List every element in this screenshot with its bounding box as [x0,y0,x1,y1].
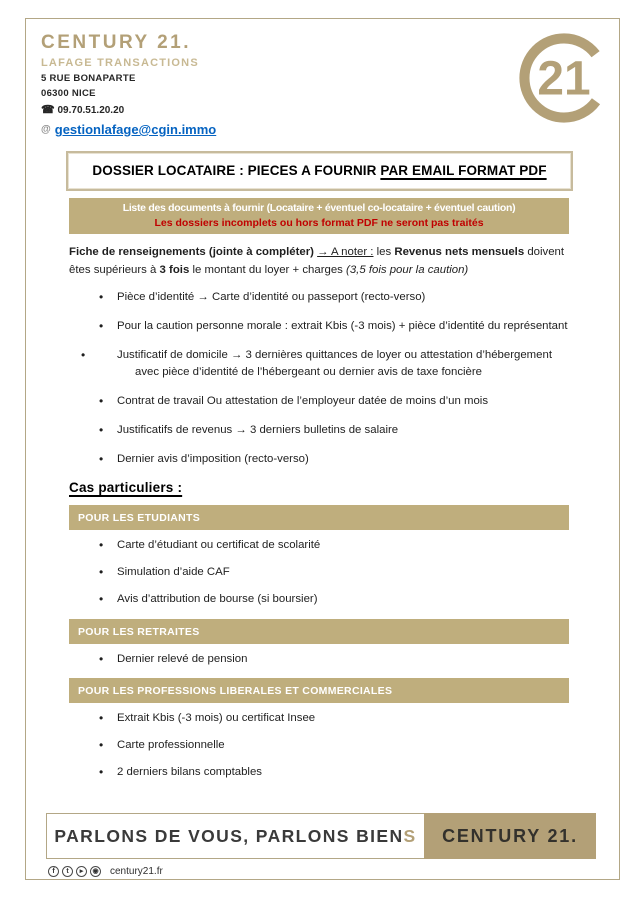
intro-run-2: → A noter : [317,246,374,258]
list-item: • Dernier relevé de pension [96,651,579,668]
address-line-1: 5 RUE BONAPARTE [41,73,136,84]
list-item: • Justificatifs de revenus → 3 derniers bulletins de salaire [96,422,579,439]
intro-run-7: le montant du loyer + charges [189,264,347,277]
document-title-underlined: PAR EMAIL FORMAT PDF [380,163,547,178]
intro-run-8: (3,5 fois pour la caution) [346,264,469,277]
agency-name: LAFAGE TRANSACTIONS [41,57,199,69]
facebook-icon[interactable]: f [48,866,59,877]
seal-number: 21 [537,52,591,106]
intro-paragraph [69,243,574,280]
intro-run-6: 3 fois [159,264,190,277]
list-item: • Simulation d’aide CAF [96,564,579,581]
list-item: • Dernier avis d’imposition (recto-verso) [96,451,579,468]
section-banner-professions [69,678,569,703]
notice-banner [69,198,569,234]
website-link[interactable]: century21.fr [110,866,163,877]
list-item: • Justificatif de domicile → 3 dernières quittances de loyer ou attestation d’hébergement avec pièce d’identité de l’hébergeant ou dernier avis de taxe foncière [96,347,579,381]
section-title: POUR LES PROFESSIONS LIBERALES ET COMMERCIALES [78,684,393,697]
intro-run-4: Revenus nets mensuels [394,246,525,258]
special-cases-heading: Cas particuliers : [69,480,183,496]
email-link[interactable]: gestionlafage@cgin.immo [54,122,217,137]
address-line-2: 06300 NICE [41,88,96,99]
notice-line-1: Liste des documents à fournir (Locataire + éventuel co-locataire + éventuel caution) [122,202,516,214]
phone-icon: ☎ [41,104,55,116]
youtube-icon[interactable]: ▸ [76,866,87,877]
section-banner-retraites [69,619,569,644]
email-row [41,122,619,137]
retraites-list [26,651,619,668]
slogan-accent-letter: S [403,825,417,846]
intro-run-3: les [373,246,395,258]
section-title: POUR LES ETUDIANTS [78,512,201,525]
instagram-icon[interactable]: ◉ [90,866,101,877]
page-border-frame [25,18,620,880]
intro-run-1: Fiche de renseignements (jointe à compléter) [69,246,318,258]
at-icon: @ [41,124,51,135]
notice-line-2: Les dossiers incomplets ou hors format PDF ne seront pas traités [154,217,484,229]
phone-number: 09.70.51.20.20 [57,105,125,116]
list-item: • Pièce d’identité → Carte d’identité ou passeport (recto-verso) [96,289,579,306]
intro-run-5: doivent êtes supérieurs à [69,246,565,277]
twitter-icon[interactable]: t [62,866,73,877]
list-item: • Extrait Kbis (-3 mois) ou certificat Insee [96,710,579,727]
document-title-box [66,151,573,191]
list-item: • 2 derniers bilans comptables [96,764,579,781]
list-item: • Carte professionnelle [96,737,579,754]
document-title: DOSSIER LOCATAIRE : PIECES A FOURNIR [92,163,381,178]
list-item: • Contrat de travail Ou attestation de l’employeur datée de moins d’un mois [96,393,579,410]
section-title: POUR LES RETRAITES [78,625,200,638]
list-item: • Carte d’étudiant ou certificat de scolarité [96,537,579,554]
century21-seal-logo [518,32,610,124]
footer-banner [46,813,596,859]
footer-brand-text: CENTURY 21. [442,825,578,846]
main-document-list [26,289,619,469]
social-row [48,866,163,877]
brand-wordmark: CENTURY 21. [41,32,191,53]
section-banner-etudiants [69,505,569,530]
list-item: • Avis d’attribution de bourse (si boursier) [96,591,579,608]
slogan-box [46,813,424,859]
footer-brand-block [424,813,596,859]
list-item: • Pour la caution personne morale : extrait Kbis (-3 mois) + pièce d’identité du représentant [96,318,579,335]
etudiants-list [26,537,619,608]
professions-list [26,710,619,781]
header [26,19,619,137]
slogan-text: PARLONS DE VOUS, PARLONS BIEN [54,825,404,846]
